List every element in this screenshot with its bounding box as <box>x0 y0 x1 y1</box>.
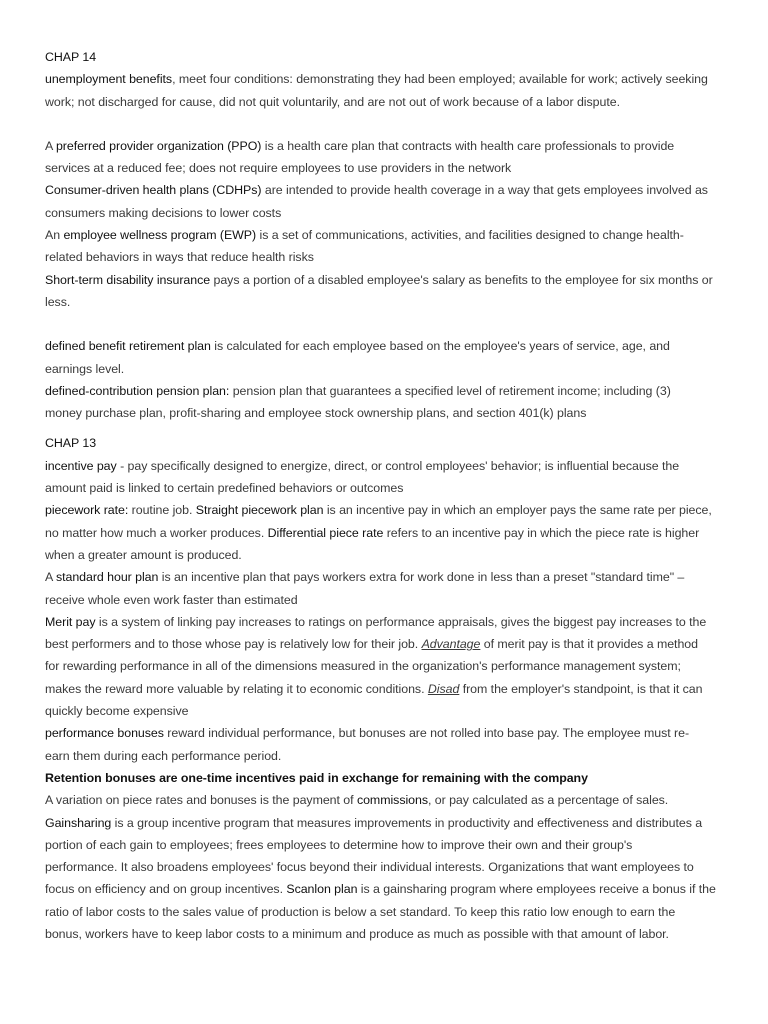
paragraph-incentive-pay: incentive pay - pay specifically designed to energize, direct, or control employees' behavior; is influential because the amount paid is linked to certain predefined behaviors or outcomes <box>45 458 680 496</box>
paragraph-commissions: A variation on piece rates and bonuses is the payment of commissions, or pay calculated as a percentage of sales. <box>45 793 669 808</box>
paragraph-merit-pay: Merit pay is a system of linking pay increases to ratings on performance appraisals, gives the biggest pay increases to the best performers and to those whose pay is relatively low for their job. Advantage of merit pay is that it provides a method for rewarding performance in all of the dimensions measured in the organization's performance management system; makes the reward more valuable by relating it to economic conditions. Disad from the employer's standpoint, is that it can quickly become expensive <box>45 614 707 719</box>
paragraph-gainsharing: Gainsharing is a group incentive program that measures improvements in productivity and effectiveness and distributes a portion of each gain to employees; frees employees to determine how to improve their own and their group's performance. It also broadens employees' focus beyond their individual interests. Organizations that want employees to focus on efficiency and on group incentives. Scanlon plan is a gainsharing program where employees receive a bonus if the ratio of labor costs to the sales value of production is below a set standard. To keep this ratio low enough to earn the bonus, workers have to keep labor costs to a minimum and produce as much as possible with that amount of labor. <box>45 815 716 941</box>
term-defined-benefit: defined benefit retirement plan <box>45 339 211 354</box>
paragraph-ppo: A preferred provider organization (PPO) is a health care plan that contracts with health care professionals to provide services at a reduced fee; does not require employees to use providers in the network <box>45 138 675 176</box>
paragraph-performance-bonuses: performance bonuses reward individual performance, but bonuses are not rolled into base pay. The employee must re- earn them during each performance period. <box>45 726 690 763</box>
term-gainsharing: Gainsharing <box>45 815 112 830</box>
term-straight-piecework: Straight piecework plan <box>195 503 324 518</box>
advantage-label: Advantage <box>421 637 481 652</box>
term-incentive-pay: incentive pay <box>45 458 117 473</box>
paragraph-defined-benefit: defined benefit retirement plan is calculated for each employee based on the employee's years of service, age, and earnings level. <box>45 339 670 376</box>
term-unemployment-benefits: unemployment benefits <box>45 72 173 87</box>
chapter-heading-14: CHAP 14 <box>45 50 97 64</box>
paragraph-defined-contribution: defined-contribution pension plan: pension plan that guarantees a specified level of retirement income; including (3) money purchase plan, profit-sharing and employee stock ownership plans, and section 401(k) plans <box>45 383 671 421</box>
term-ppo: preferred provider organization (PPO) <box>55 138 262 153</box>
term-piecework-rate: piecework rate: <box>45 503 129 518</box>
term-differential-piece-rate: Differential piece rate <box>267 525 384 540</box>
term-short-term-disability: Short-term disability insurance <box>45 272 211 287</box>
term-scanlon-plan: Scanlon plan <box>286 882 358 897</box>
term-ewp: employee wellness program (EWP) <box>63 228 257 243</box>
paragraph-piecework: piecework rate: routine job. Straight piecework plan is an incentive pay in which an employer pays the same rate per piece, no matter how much a worker produces. Differential piece rate refers to an incentive pay in which the piece rate is higher when a greater amount is produced. <box>45 503 712 562</box>
paragraph-short-term-disability: Short-term disability insurance pays a portion of a disabled employee's salary as benefits to the employee for six months or less. <box>45 272 713 309</box>
chapter-heading-13: CHAP 13 <box>45 436 97 451</box>
term-commissions: commissions <box>356 793 428 808</box>
term-merit-pay: Merit pay <box>45 614 96 629</box>
retention-bonuses-line: Retention bonuses are one-time incentives paid in exchange for remaining with the company <box>45 770 588 785</box>
term-cdhp: Consumer-driven health plans (CDHPs) <box>45 183 262 198</box>
disadvantage-label: Disad <box>427 681 460 696</box>
term-performance-bonuses: performance bonuses <box>45 726 164 741</box>
paragraph-cdhp: Consumer-driven health plans (CDHPs) are intended to provide health coverage in a way that gets employees involved as consumers making decisions to lower costs <box>45 183 708 220</box>
paragraph-standard-hour: A standard hour plan is an incentive plan that pays workers extra for work done in less than a preset "standard time" – receive whole even work faster than estimated <box>45 570 685 607</box>
paragraph-ewp: An employee wellness program (EWP) is a set of communications, activities, and facilities designed to change health- related behaviors in ways that reduce health risks <box>45 228 684 265</box>
term-standard-hour-plan: standard hour plan <box>55 570 159 585</box>
paragraph-unemployment-benefits: unemployment benefits, meet four conditions: demonstrating they had been employed; available for work; actively seeking work; not discharged for cause, did not quit voluntarily, and are not out of work because of a labor dispute. <box>45 72 708 109</box>
term-defined-contribution: defined-contribution pension plan: <box>45 383 230 398</box>
